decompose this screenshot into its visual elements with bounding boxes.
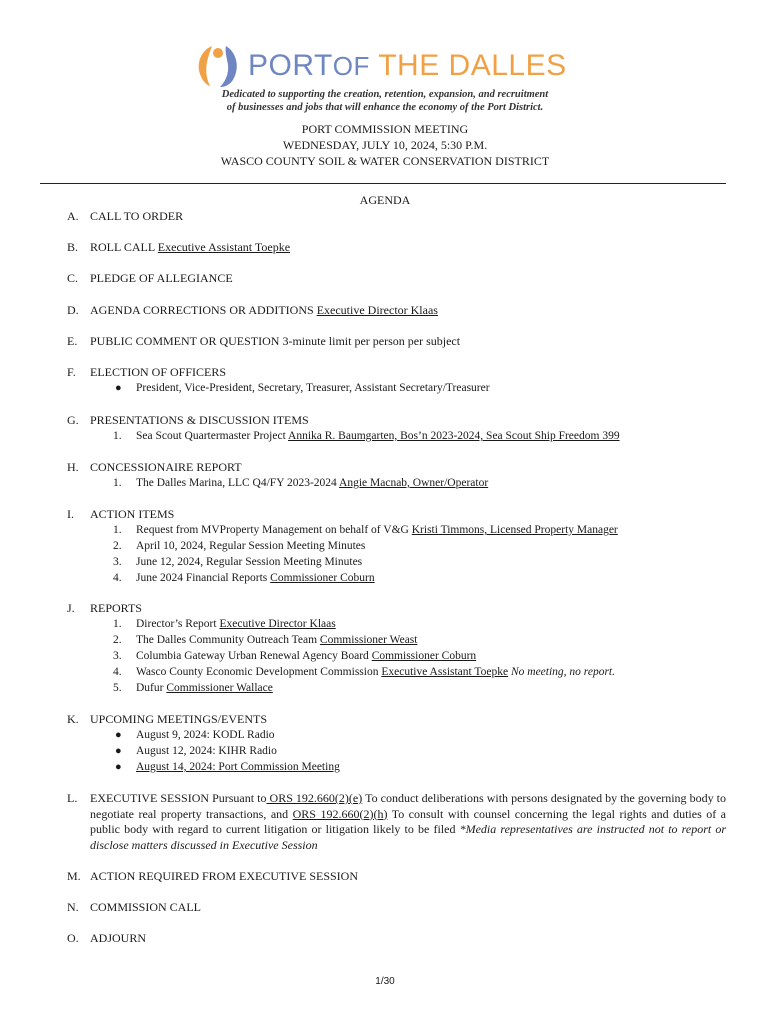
report-note: No meeting, no report. (508, 666, 615, 678)
corrections-presenter-link: Executive Director Klaas (316, 303, 438, 317)
agenda-title: AGENDA (359, 193, 411, 207)
port-logo-mark-icon (196, 44, 242, 88)
presenter-link: Executive Assistant Toepke (381, 666, 509, 678)
meeting-info (0, 121, 770, 169)
tagline-line-2: of businesses and jobs that will enhance the economy of the Port District. (226, 102, 544, 113)
header-divider (40, 183, 726, 184)
presenter-link: Executive Director Klaas (219, 618, 336, 630)
roll-call-presenter-link: Executive Assistant Toepke (157, 240, 291, 254)
meeting-location: WASCO COUNTY SOIL & WATER CONSERVATION DISTRICT (220, 154, 550, 168)
presenter-link: Annika R. Baumgarten, Bos’n 2023-2024, Sea Scout Ship Freedom 399 (288, 430, 620, 442)
presenter-link: Kristi Timmons, Licensed Property Manager (411, 524, 618, 536)
executive-session-paragraph: EXECUTIVE SESSION Pursuant to ORS 192.660(2)(e) To conduct deliberations with persons designated by the governing body to negotiate real property transactions, and ORS 192.660(2)(h) To consult with counsel concerning the legal rights and duties of a public body with regard to current litigation or litigation likely to be filed *Media representatives are instructed not to report or disclose matters discussed in Executive Session (90, 791, 727, 852)
ors-192-660-2e-link: ORS 192.660(2)(e) (266, 791, 363, 805)
port-logo (196, 44, 576, 88)
bullet-icon: ● (115, 761, 122, 773)
presenter-link: Commissioner Weast (319, 634, 418, 646)
presenter-link: Commissioner Wallace (166, 682, 273, 694)
port-logo-wordmark: PORTOF THE DALLES (248, 49, 567, 82)
presenter-link: Commissioner Coburn (371, 650, 477, 662)
media-note: *Media representatives are instructed not to report or disclose matters discussed in Executive Session (90, 822, 727, 852)
presenter-link: Commissioner Coburn (270, 572, 375, 584)
tagline (0, 88, 770, 114)
ors-192-660-2h-link: ORS 192.660(2)(h) (292, 806, 388, 821)
bullet-icon: ● (115, 745, 122, 757)
port-commission-meeting-link: August 14, 2024: Port Commission Meeting (136, 761, 340, 773)
meeting-title: PORT COMMISSION MEETING (301, 122, 469, 136)
bullet-icon: ● (115, 382, 122, 394)
presenter-link: Angie Macnab, Owner/Operator (339, 477, 489, 489)
meeting-date: WEDNESDAY, JULY 10, 2024, 5:30 P.M. (282, 138, 488, 152)
tagline-line-1: Dedicated to supporting the creation, retention, expansion, and recruitment (221, 89, 549, 100)
bullet-icon: ● (115, 729, 122, 741)
page-number: 1/30 (375, 976, 395, 987)
